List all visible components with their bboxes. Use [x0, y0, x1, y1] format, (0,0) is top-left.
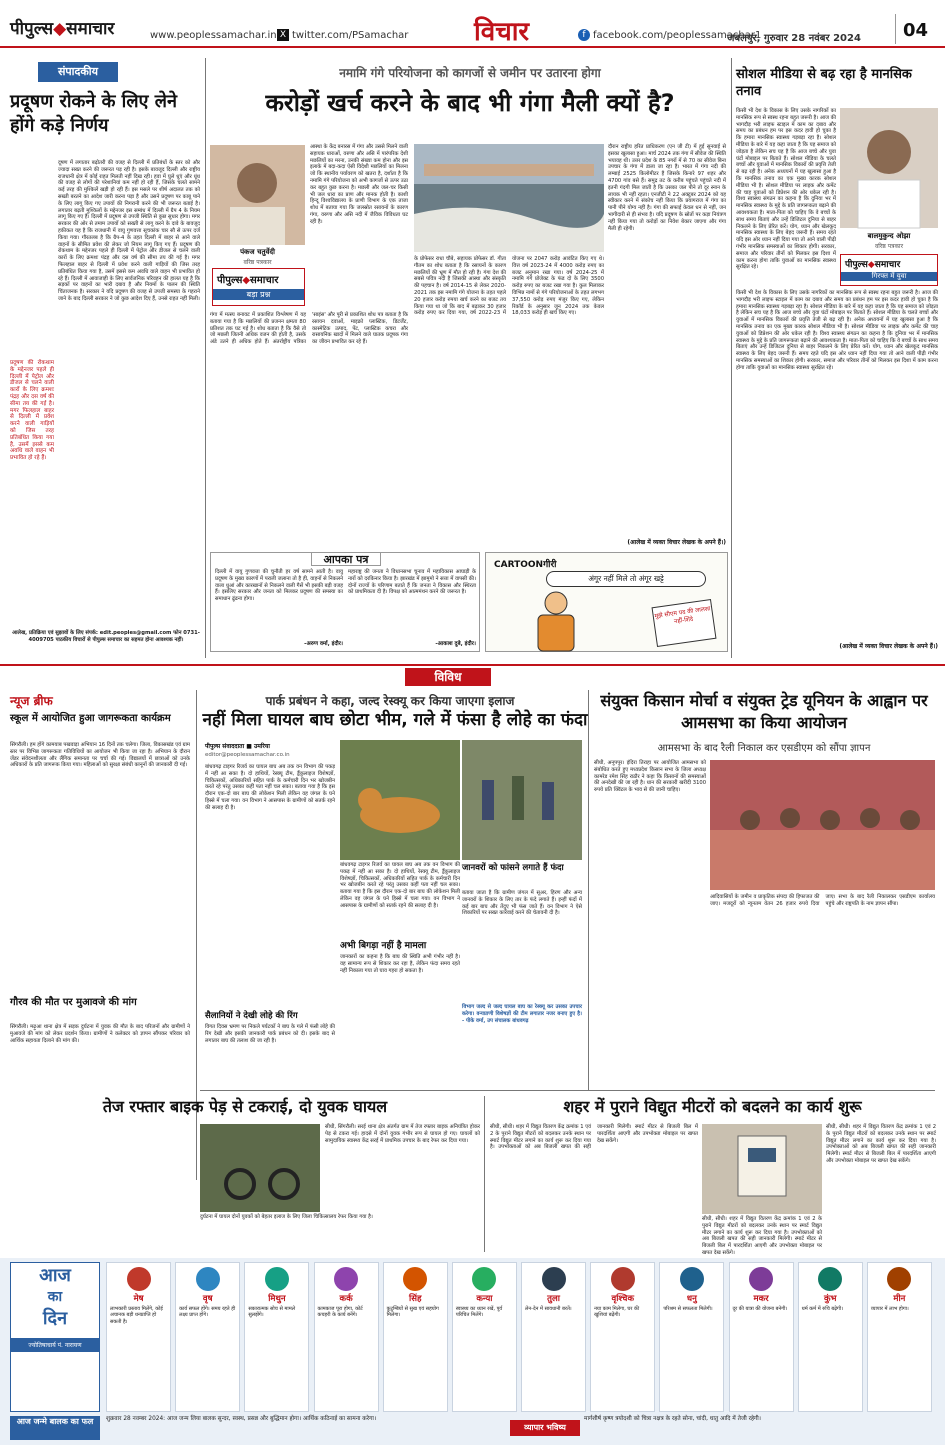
- zodiac-name: कुंभ: [823, 1294, 837, 1304]
- news-brief-label: न्यूज ब्रीफ: [10, 694, 53, 708]
- tiger-sub1-body: विगत दिवस भ्रमण पर निकले पर्यटकों ने बाघ के गले में फंसी लोहे की रिंग देखी और इसकी जानकारी पार्क प्रबंधन को दी। इसके बाद से लगातार बाघ की तलाश की जा रही है।: [205, 1024, 335, 1044]
- zodiac-icon: [127, 1267, 151, 1291]
- meter-headline: शहर में पुराने विद्युत मीटरों को बदलने का कार्य शुरू: [563, 1097, 862, 1116]
- brief2-body: सिंगरौली। मढ़ुआ थाना क्षेत्र में सड़क दुर्घटना में युवक की मौत के बाद परिजनों और ग्रामीणों ने मुआवजे की मांग को लेकर प्रदर्शन किया। ग्रामीणों ने कलेक्टर को ज्ञापन सौंपकर परिवार को आर्थिक सहायता दिलाने की मांग की।: [10, 1024, 190, 1044]
- business-text: मार्गशीर्ष कृष्ण त्रयोदशी को चित्रा नक्षत्र के रहते सोना, चांदी, धातु आदि में तेजी रहेगी।: [584, 1416, 761, 1422]
- zodiac-icon: [403, 1267, 427, 1291]
- zodiac-text: व्यापार में लाभ होगा।: [870, 1306, 909, 1312]
- author-name: पंकज चतुर्वेदी: [240, 248, 275, 256]
- letters-title: आपका पत्र: [311, 552, 381, 566]
- zodiac-icon: [542, 1267, 566, 1291]
- page-number: 04: [903, 20, 929, 41]
- website-link[interactable]: www.peoplessamachar.in: [150, 30, 277, 41]
- ganga-kicker: नमामि गंगे परियोजना को कागजों से जमीन पर उतारना होगा: [339, 66, 601, 80]
- social-brand-box: [840, 254, 938, 286]
- social-author-name: बालमुकुन्द ओझा: [867, 232, 911, 240]
- zodiac-name: वृश्चिक: [611, 1294, 634, 1304]
- tiger-photo-2: [462, 740, 582, 860]
- kisan-subheadline: आमसभा के बाद रैली निकाल कर एसडीएम को सौंपा ज्ञापन: [657, 743, 871, 754]
- cartoon-sign: मुझे सीएम पद की लालसा नहीं-शिंदे: [652, 599, 717, 647]
- zodiac-name: मीन: [893, 1294, 906, 1304]
- column-divider: [731, 58, 732, 658]
- ganga-col1: आस्था के केंद्र बनारस में गंगा और उससे मिलने वाली सहायक धाराओं, वरुणा और असि में पारंपरिक देशी मछलियों का मरना, उनकी संख्या कम होना और इस इलाके में बदा-कदा ऐसी विदेशी मछलियों का मिलना जो कि स्थानीय पर्यावरण को खतरा है, दर्शाता है कि नमामि गंगे परियोजना को अभी कागजों से ऊपर उठा कर बहुत कुछ करना है। मछली और जल-चर किसी भी जल धारा का प्राण और मानक होती है। काशी हिन्दू विश्वविद्यालय के प्राणी विभाग के एक ताजा शोध में बताया गया कि जलस्रोत रसायनों के कारण गंगा, वरुणा और असि नदी में जैविक विविधता घट रही है।: [310, 144, 408, 225]
- zodiac-text: नया काम मिलेगा, घर की खुशियां बढ़ेंगी।: [594, 1306, 640, 1319]
- tiger-headline: नहीं मिला घायल बाघ छोटा भीम, गले में फंसा है लोहे का फंदा: [202, 710, 588, 730]
- zodiac-name: मेष: [133, 1294, 144, 1304]
- brief2-title: गौरव की मौत पर मुआवजे की मांग: [10, 997, 137, 1008]
- editorial-body: दूषण में लगातार बढ़ोतरी की वजह से दिल्ली में प्रतिबंधों के स्तर को और ज्यादा सख्त करने की जरूरत पड़ रही है। इसके बावजूद दिल्ली और राष्ट्रीय राजधानी क्षेत्र में कोई राहत मिलती नहीं दिख रही। हवा में घुले धुएं और धूंध की वजह से लोगों की परेशानियां कम नहीं हो रही हैं, जिसके चलते सामने कई तरह की मुश्किलें खड़ी हो रही हैं। इस मसले पर शीर्ष अदालत तक को सख्ती बरतने का आदेश जारी करना पड़ा है और उसने प्रदूषण पर काबू पाने के लिए लागू किए गए उपायों की निगरानी करने की भी जरूरत बताई है। लगातार बढ़ती मुश्किलों के मद्देनजर इस सम्बंध में दिल्ली में ग्रैप 4 के नियम लागू किए गए हैं। दिल्ली में प्रदूषण से उपजी स्थिति से कुछ सुधार होगा। मगर सरकार की ओर से तमाम उपायों को सख्ती से लागू करने के दावे के बावजूद हकीकत यह है कि राजधानी में वायु गुणवत्ता सूचकांक चार सौ से ऊपर दर्ज किया गया। गौरतलब है कि ग्रैप-4 के तहत दिल्ली में बाहर से आने वाले वाहनों के सीमित प्रवेश की लेकर जो नियम लागू किए गए हैं। प्रदूषण की रोकथाम के मद्देनजर पहले ही दिल्ली में पेट्रोल और डीजल से चलने वाली कारों के लिए क्रमशः पंद्रह और दस वर्ष की सीमा तय की गई है। मगर फिलहाल बाहर से दिल्ली में प्रवेश करने वाली गाड़ियों की जिस तरह प्रतिबंधित किया गया है, उसमें इससे कम अवधि वाले वाहन भी प्रभावित हो रहे हैं। दिल्ली में आवाजाही के लिए सार्वजनिक परिवहन की हालत यह है कि सड़कों पर वाहनों का भारी दबाव है और नियमों के पालन की स्थिति चिंताजनक है। सरकार ने यदि प्रदूषण की वजह से उपजी समस्या के गहराने जाने के बाद दिल्ली सरकार ने जो कुछ आदेश दिए हैं, उनसे राहत नहीं मिली।: [58, 160, 200, 302]
- zodiac-name: मिथुन: [268, 1294, 286, 1304]
- today-label-2: का: [47, 1289, 63, 1305]
- zodiac-sign-7: [521, 1262, 586, 1412]
- tiger-body-2: बांधवगढ़ टाइगर रिजर्व का घायल बाघ अब तक वन विभाग की पकड़ में नहीं आ सका है। दो हाथियों, रेस्क्यू टीम, ड्रैंकुलाइज विशेषज्ञों, चिकित्सकों, अधिकारियों सहित पार्क के कर्मचारी दिन भर खोजबीन करते रहे परंतु उसका कहीं पता नहीं चल सका। बताया गया है कि इस दौरान एक-दो बार बाघ की लोकेशन मिली लेकिन वह जंगल के घने हिस्से में चला गया। वन विभाग ने आसपास के ग्रामीणों को सतर्क रहने की सलाह दी है।: [340, 862, 460, 909]
- letters-box: [210, 552, 480, 652]
- brief1-body: सिंगरौली। हम होंगे कामयाब पखवाड़ा अभियान 16 दिनों तक चलेगा। जिला, विकासखंड एवं ग्राम स्तर पर विभिन्न जागरूकता गतिविधियों का आयोजन भी किया जा रहा है। अभियान के दौरान जेंडर संवेदनशीलता और लैंगिक समानता पर चर्चा की गई। विद्यालयों में छात्राओं को उनके अधिकारों के प्रति जागरूक किया गया। महिलाओं को सुरक्षा संबंधी कानूनों की जानकारी दी गई।: [10, 742, 190, 769]
- ganga-headline: करोड़ों खर्च करने के बाद भी गंगा मैली क्यों है?: [265, 89, 675, 117]
- zodiac-name: मकर: [753, 1294, 769, 1304]
- zodiac-name: वृष: [202, 1294, 213, 1304]
- zodiac-text: कार्य सफल होंगे। समय रहते ही लक्ष्य प्राप्त होंगे।: [179, 1306, 236, 1319]
- social-byline: (आलेख में व्यक्त विचार लेखक के अपने हैं।): [839, 643, 938, 650]
- dateline: जबलपुर, गुरुवार 28 नवंबर 2024: [727, 33, 861, 44]
- section-title: विचार: [474, 17, 530, 47]
- kisan-body-1: सीधी, अनूपपुर। इंदिरा तिराहा पर आयोजित आमसभा को संबोधित करते हुए मध्यप्रदेश किसान सभा के जिला अध्यक्ष कामरेड रमेश सिंह राठौर ने कहा कि किसानों की समस्याओं की अनदेखी की जा रही है। धान की सरकारी खरीदी 3100 रुपये प्रति क्विंटल के भाव से की जानी चाहिए।: [594, 760, 706, 794]
- zodiac-sign-8: [590, 1262, 655, 1412]
- tiger-photo-1: [340, 740, 460, 860]
- zodiac-text: स्वास्थ्य का ध्यान रखें, पूर्व परिचित मिलेंगे।: [455, 1306, 503, 1319]
- bike-headline: तेज रफ्तार बाइक पेड़ से टकराई, दो युवक घायल: [102, 1097, 388, 1116]
- zodiac-text: लाभकारी प्रस्ताव मिलेंगे, कोई अचानक बड़ी धनप्राप्ति हो सकती है।: [110, 1306, 163, 1325]
- social-author-role: वरिष्ठ पत्रकार: [874, 243, 904, 250]
- today-label-1: आज: [39, 1265, 71, 1286]
- ganga-col3: के प्रोफेसर राधा चौबे, सहायक प्रोफेसर डॉ. गीता गौतम का शोध बताता है कि रसायनों के कारण मछलियों की भ्रूण में मौत हो रही है। गंगा देश की सबसे पवित्र नदी है जिसकी आस्था और संस्कृति की पहचान है। वर्ष 2014-15 से लेकर 2020-2021 तक इस नमामि गंगे योजना के तहत पहले 20 हजार करोड़ रुपया खर्च करने का बजट तय किया गया था जो कि बाद में बढ़ाकर 30 हजार करोड़ रुपए कर दिया गया, वर्ष 2022-23 में योजना पर 2047 करोड़ आवंटित किए गए थे। वित्त वर्ष 2023-24 में 4000 करोड़ रुपए का बजट अनुमान रखा गया। वर्ष 2024-25 में नमामि गंगे प्रोजेक्ट के फंड दो के लिए 3500 करोड़ रुपए का बजट रखा गया है। कुल मिलाकर विभिन्न नामों से गंगे परियोजनाओं के तहत लगभग 37,550 करोड़ रुपए मंजूर किए गए, लेकिन रिकॉर्ड के अनुसार जून 2024 तक केवल 18,033 करोड़ ही खर्च किए गए।: [414, 256, 604, 317]
- letter-2-sign: -आकाश दुबे, इंदौर।: [435, 641, 476, 647]
- zodiac-name: कन्या: [476, 1294, 493, 1304]
- story-divider: [200, 1090, 935, 1091]
- zodiac-grid: [106, 1262, 936, 1412]
- cartoon-figure: [506, 589, 626, 651]
- zodiac-sign-9: [659, 1262, 724, 1412]
- zodiac-icon: [196, 1267, 220, 1291]
- social-body: किसी भी देश के विकास के लिए उसके नागरिकों का मानसिक रूप से स्वस्थ रहना बहुत जरूरी है। आज की भागदौड़ भरी लाइफ स्टाइल में काम का दबाव और समय का प्रबंधन हम पर इस कदर हावी हो चुका है कि हमारा मानसिक स्वास्थ्य गड़बड़ा रहा है। सोशल मीडिया के बारे में यह कहा जाता है कि यह समाज को जोड़ता है लेकिन सच यह है कि आज बच्चे और युवा घंटों मोबाइल पर बिताते हैं। सोशल मीडिया के चलते बच्चों और युवाओं में मानसिक विकारों की प्रवृत्ति तेजी से बढ़ रही है। अनेक अध्ययनों में यह खुलासा हुआ है कि मानसिक तनाव का एक मुख्य कारक सोशल मीडिया भी है। सोशल मीडिया पर लाइक और कमेंट की चाह युवाओं को डिप्रेशन की ओर धकेल रही है। विश्व स्वास्थ्य संगठन का कहना है कि दुनिया भर में मानसिक स्वास्थ्य के मुद्दे के प्रति जागरूकता बढ़ाने की आवश्यकता है। माता-पिता को चाहिए कि वे बच्चों के साथ समय बिताएं और उन्हें डिजिटल दुनिया से बाहर निकलने के लिए प्रेरित करें। योग, ध्यान और खेलकूद मानसिक स्वास्थ्य के लिए बेहद जरूरी हैं। समय रहते यदि इस ओर ध्यान नहीं दिया गया तो आने वाली पीढ़ी गंभीर मानसिक समस्याओं का शिकार होगी। सरकार, समाज और परिवार तीनों को मिलकर इस दिशा में काम करना होगा ताकि युवाओं का मानसिक स्वास्थ्य सुरक्षित रहे।: [736, 290, 938, 371]
- meter-photo: [702, 1124, 822, 1214]
- zodiac-text: कुटुम्बियों से सुख एवं सहयोग मिलेगा।: [386, 1306, 439, 1319]
- zodiac-sign-1: [106, 1262, 171, 1412]
- zodiac-name: तुला: [547, 1294, 560, 1304]
- vividh-tag: विविध: [405, 668, 491, 686]
- tiger-sub2-body: जानकारों का कहना है कि बाघ की स्थिति अभी गंभीर नहीं है। वह सामान्य रूप से शिकार कर रहा है, लेकिन फंदा समय रहते नहीं निकाला गया तो घाव गहरा हो सकता है।: [340, 954, 460, 974]
- letter-2: महाराष्ट्र की जनता ने विधानसभा चुनाव में महाविकास आघाड़ी के नारों को दरकिनार किया है। झारखंड में झामुमो ने सत्ता में वापसी की। दोनों राज्यों के परिणाम बताते हैं कि जनता ने विकास और स्थिरता को प्राथमिकता दी है। विपक्ष को आत्ममंथन करने की जरूरत है।: [348, 569, 476, 596]
- tiger-sub2: अभी बिगड़ा नहीं है मामला: [340, 941, 427, 951]
- section-rule: [0, 664, 945, 666]
- zodiac-sign-2: [175, 1262, 240, 1412]
- masthead-logo[interactable]: पीपुल्स◆समाचार: [10, 19, 115, 39]
- bike-side: दुर्घटना में घायल दोनों युवकों को बेहतर इलाज के लिए जिला चिकित्सालय रेफर किया गया है।: [200, 1214, 373, 1220]
- zodiac-icon: [265, 1267, 289, 1291]
- tiger-side-title: जानवरों को फांसने लगाते हैं फंदा: [462, 863, 564, 873]
- zodiac-text: परिश्रम से सफलता मिलेगी।: [663, 1306, 713, 1312]
- tiger-kicker: पार्क प्रबंधन ने कहा, जल्द रेस्क्यू कर किया जाएगा इलाज: [265, 694, 515, 708]
- facebook-link[interactable]: facebook.com/peoplessamachar1: [593, 30, 762, 41]
- astrologer-name: ज्योतिषाचार्य पं. नारायण: [11, 1338, 99, 1352]
- brand-name: पीपुल्स◆समाचार: [217, 275, 279, 286]
- page-header: [0, 0, 945, 48]
- social-brand-subtitle: गिरफ्त में युवा: [841, 272, 937, 281]
- zodiac-name: धनु: [686, 1294, 697, 1304]
- cartoon-title: CARTOONगीरी: [494, 560, 557, 570]
- birthday-label: आज जन्मे बालक का फल: [10, 1416, 100, 1440]
- meter-body: सीधी, सीधी। शहर में विद्युत वितरण केंद्र क्रमांक 1 एवं 2 के पुराने विद्युत मीटरों को बदलकर उनके स्थान पर स्मार्ट विद्युत मीटर लगाने का कार्य शुरू कर दिया गया है। उपभोक्ताओं को अब बिजली खपत की सही जानकारी मिलेगी। स्मार्ट मीटर से बिजली बिल में पारदर्शिता आएगी और उपभोक्ता मोबाइल पर खपत देख सकेंगे।: [490, 1124, 698, 1151]
- tiger-sub1: सैलानियों ने देखी लोहे की रिंग: [205, 1011, 298, 1021]
- zodiac-sign-6: [452, 1262, 517, 1412]
- cartoon-box: [485, 552, 728, 652]
- column-divider: [484, 1096, 485, 1252]
- letter-1: दिल्ली में वायु गुणवत्ता की चुनौती हर वर्ष सामने आती है। वायु प्रदूषण के मुख्य कारणों में पराली जलाना तो है ही, वाहनों से निकलने वाला धुआं और कारखानों से निकलने वाली गैसें भी इसकी बड़ी वजह हैं। इसलिए सरकार और जनता को मिलकर प्रदूषण की समस्या का समाधान ढूंढना होगा।: [215, 569, 343, 603]
- brand-box: [212, 268, 305, 306]
- zodiac-icon: [680, 1267, 704, 1291]
- editorial-pullquote: प्रदूषण की रोकथाम के मद्देनजर पहले ही दिल्ली में पेट्रोल और डीजल से चलने वाली कारों के लिए क्रमशः पंद्रह और दस वर्ष की सीमा तय की गई है। मगर फिलहाल बाहर से दिल्ली में प्रवेश करने वाली गाड़ियों को जिस तरह प्रतिबंधित किया गया है, उसमें इससे कम अवधि वाले वाहन भी प्रभावित हो रहे हैं।: [10, 360, 54, 462]
- tiger-side-body: बताया जाता है कि ग्रामीण जंगल में सूअर, हिरण और अन्य जानवरों के शिकार के लिए तार के फंदे लगाते हैं। इन्हीं फंदों में कई बार बाघ और तेंदुए भी फंस जाते हैं। वन विभाग ने ऐसे शिकारियों पर सख्त कार्रवाई करने की चेतावनी दी है।: [462, 890, 582, 917]
- kisan-photo: [710, 760, 935, 890]
- bike-body: सीधी, सिंगरौली। सरई थाना क्षेत्र अंतर्गत ग्राम में तेज रफ्तार बाइक अनियंत्रित होकर पेड़ से टकरा गई। हादसे में दोनों युवक गंभीर रूप से घायल हो गए। घायलों को सामुदायिक स्वास्थ्य केंद्र सरई में प्राथमिक उपचार के बाद रेफर कर दिया गया।: [325, 1124, 480, 1144]
- social-headline: सोशल मीडिया से बढ़ रहा है मानसिक तनाव: [736, 67, 912, 99]
- zodiac-text: कामकाज पूरा होगा, कोर्ट कचहरी के कार्य बनेंगे।: [317, 1306, 363, 1319]
- tiger-email: editor@peoplessamachar.co.in: [205, 752, 290, 758]
- twitter-link[interactable]: twitter.com/PSamachar: [292, 30, 409, 41]
- zodiac-sign-10: [729, 1262, 794, 1412]
- today-box: [10, 1262, 100, 1412]
- kisan-headline: संयुक्त किसान मोर्चा व संयुक्त ट्रेड यूनियन के आह्वान पर आमसभा का किया आयोजन: [600, 691, 928, 732]
- zodiac-sign-5: [383, 1262, 448, 1412]
- tiger-note: विभाग जल्द से जल्द घायल बाघ का रेस्क्यू कर उसका उपचार करेगा। वन्यप्राणी विशेषज्ञों की टीम लगातार नजर बनाए हुए है। - पीके वर्मा, उप संचालक बांधवगढ़: [462, 1004, 582, 1024]
- zodiac-sign-3: [244, 1262, 309, 1412]
- zodiac-icon: [749, 1267, 773, 1291]
- letter-1-sign: -अरुण वर्मा, इंदौर।: [304, 641, 343, 647]
- business-label: व्यापार भविष्य: [510, 1420, 580, 1436]
- zodiac-icon: [334, 1267, 358, 1291]
- zodiac-icon: [818, 1267, 842, 1291]
- column-divider: [205, 58, 206, 658]
- header-divider: [895, 14, 896, 44]
- zodiac-sign-12: [867, 1262, 932, 1412]
- zodiac-name: सिंह: [409, 1294, 422, 1304]
- social-brand-name: पीपुल्स◆समाचार: [845, 260, 901, 270]
- ganga-photo: [414, 144, 604, 252]
- meter-body-2: सीधी, सीधी। शहर में विद्युत वितरण केंद्र क्रमांक 1 एवं 2 के पुराने विद्युत मीटरों को बदलकर उनके स्थान पर स्मार्ट विद्युत मीटर लगाने का कार्य शुरू कर दिया गया है। उपभोक्ताओं को अब बिजली खपत की सही जानकारी मिलेगी। स्मार्ट मीटर से बिजली बिल में पारदर्शिता आएगी और उपभोक्ता मोबाइल पर खपत देख सकेंगे।: [826, 1124, 936, 1164]
- tiger-body: बांधवगढ़ टाइगर रिजर्व का घायल बाघ अब तक वन विभाग की पकड़ में नहीं आ सका है। दो हाथियों, रेस्क्यू टीम, ड्रैंकुलाइज विशेषज्ञों, चिकित्सकों, अधिकारियों सहित पार्क के कर्मचारी दिन भर खोजबीन करते रहे परंतु उसका कहीं पता नहीं चल सका। बताया गया है कि इस दौरान एक-दो बार बाघ की लोकेशन मिली लेकिन वह जंगल के घने हिस्से में चला गया। वन विभाग ने आसपास के ग्रामीणों को सतर्क रहने की सलाह दी है।: [205, 764, 335, 811]
- column-divider: [588, 690, 589, 1090]
- zodiac-sign-4: [314, 1262, 379, 1412]
- zodiac-icon: [887, 1267, 911, 1291]
- zodiac-text: धर्म कर्म में रुचि बढ़ेगी।: [801, 1306, 844, 1312]
- meter-caption: सीधी, सीधी। शहर में विद्युत वितरण केंद्र क्रमांक 1 एवं 2 के पुराने विद्युत मीटरों को बदलकर उनके स्थान पर स्मार्ट विद्युत मीटर लगाने का कार्य शुरू कर दिया गया है। उपभोक्ताओं को अब बिजली खपत की सही जानकारी मिलेगी। स्मार्ट मीटर से बिजली बिल में पारदर्शिता आएगी और उपभोक्ता मोबाइल पर खपत देख सकेंगे।: [702, 1216, 822, 1256]
- author-role: वरिष्ठ पत्रकार: [243, 259, 272, 266]
- zodiac-sign-11: [798, 1262, 863, 1412]
- ganga-col2: गंगा में मत्स्य बनावट में प्रकाशित विश्लेषण में यह बताया गया है कि मछलियों की प्रजनन क्षमता 80 प्रतिशत तक घट गई है। शोध बताता है कि वैसे तो जो मछली जितनी अधिक वजन की होती है, उसके अंडे उतने ही अधिक होते हैं। अंतर्राष्ट्रीय पत्रिका 'साइंस' और पूरी से प्रकाशित शोध पत्र बताता है कि रसायन दवाओं, माइक्रो प्लास्टिक, डिटर्जेंट, कास्मेटिक उत्पाद, पेंट, प्लास्टिक कचरा और रासायनिक खादों में मिलने वाले घातक प्रदूषक गंगा का जीवन प्रभावित कर रहे हैं।: [210, 312, 408, 346]
- zodiac-text: सकारात्मक सोच से मामले सुलझेंगे।: [248, 1306, 296, 1319]
- brief1-title: स्कूल में आयोजित हुआ जागरूकता कार्यक्रम: [10, 713, 171, 724]
- cartoon-bubble: अंगूर नहीं मिले तो अंगूर खट्टे: [546, 571, 706, 587]
- author-photo: [210, 145, 305, 245]
- zodiac-icon: [472, 1267, 496, 1291]
- ganga-col4: दौरान राष्ट्रीय हरित प्राधिकरण (एन जी टी) में हुई सुनवाई से इसका खुलासा हुआ। मार्च 2024 तक गंगा में सीवेज की स्थिति भयावह थी। उत्तर प्रदेश के 85 नगरों में से 70 का सीवेज बिना उपचार के गंगा में डाला जा रहा है। भारत में गंगा नदी की लम्बाई 2525 किलोमीटर है जिसके किनारे 97 शहर और 4700 गांव बसे हैं। समुद्र तट के करीब पहुंचते पहुंचते नदी में इतनी गंदगी मिल जाती है कि उसका जल पीने तो दूर स्नान के लायक भी नहीं रहता। एनजीटी ने 22 अक्टूबर 2024 को यह स्वीकार करने में संकोच नहीं किया कि प्रयागराज में गंगा का पानी पीने योग्य नहीं है। गंगा की सफाई केवल धन से नहीं, जन भागीदारी से ही संभव है। यदि प्रदूषण के स्रोतों पर कड़ा नियंत्रण नहीं किया गया तो करोड़ों का निवेश बेकार जाएगा और गंगा मैली ही रहेगी।: [608, 144, 726, 232]
- twitter-icon: X: [277, 29, 289, 41]
- tiger-byline: पीपुल्स संवाददाता ■ उमरिया: [205, 743, 270, 750]
- ganga-byline: (आलेख में व्यक्त विचार लेखक के अपने हैं।): [627, 539, 726, 546]
- editorial-headline: प्रदूषण रोकने के लिए लेने होंगे कड़े निर्णय: [10, 91, 177, 136]
- kisan-body-2: आदिवासियों के जमीन व प्राकृतिक संपदा की हिफाजत की जाए। मजदूरों को न्यूनतम वेतन 26 हजार रुपये दिया जाए। सभा के बाद रैली निकालकर एसडीएम कार्यालय पहुंचे और राष्ट्रपति के नाम ज्ञापन सौंपा।: [710, 894, 935, 907]
- facebook-icon: f: [578, 29, 590, 41]
- social-author-photo: [840, 108, 938, 228]
- bike-photo: [200, 1124, 320, 1212]
- zodiac-text: दूर की यात्रा की योजना बनेगी।: [732, 1306, 788, 1312]
- zodiac-text: लेन-देन में सावधानी बरतें।: [525, 1306, 572, 1312]
- today-label-3: दिन: [42, 1308, 68, 1329]
- zodiac-icon: [611, 1267, 635, 1291]
- zodiac-name: कर्क: [339, 1294, 353, 1304]
- editorial-footer: आलेख, प्रतिक्रिया एवं सुझावों के लिए संपर्क: edit.peoples@gmail.com फोन 0731-4009705 पाठकीय विचारों से पीपुल्स समाचार का सहमत होना आवश्यक नहीं।: [12, 630, 200, 643]
- social-body-top: किसी भी देश के विकास के लिए उसके नागरिकों का मानसिक रूप से स्वस्थ रहना बहुत जरूरी है। आज की भागदौड़ भरी लाइफ स्टाइल में काम का दबाव और समय का प्रबंधन हम पर इस कदर हावी हो चुका है कि हमारा मानसिक स्वास्थ्य गड़बड़ा रहा है। सोशल मीडिया के बारे में यह कहा जाता है कि यह समाज को जोड़ता है लेकिन सच यह है कि आज बच्चे और युवा घंटों मोबाइल पर बिताते हैं। सोशल मीडिया के चलते बच्चों और युवाओं में मानसिक विकारों की प्रवृत्ति तेजी से बढ़ रही है। अनेक अध्ययनों में यह खुलासा हुआ है कि मानसिक तनाव का एक मुख्य कारक सोशल मीडिया भी है। सोशल मीडिया पर लाइक और कमेंट की चाह युवाओं को डिप्रेशन की ओर धकेल रही है। विश्व स्वास्थ्य संगठन का कहना है कि दुनिया भर में मानसिक स्वास्थ्य के मुद्दे के प्रति जागरूकता बढ़ाने की आवश्यकता है। माता-पिता को चाहिए कि वे बच्चों के साथ समय बिताएं और उन्हें डिजिटल दुनिया से बाहर निकलने के लिए प्रेरित करें। योग, ध्यान और खेलकूद मानसिक स्वास्थ्य के लिए बेहद जरूरी हैं। समय रहते यदि इस ओर ध्यान नहीं दिया गया तो आने वाली पीढ़ी गंभीर मानसिक समस्याओं का शिकार होगी। सरकार, समाज और परिवार तीनों को मिलकर इस दिशा में काम करना होगा ताकि युवाओं का मानसिक स्वास्थ्य सुरक्षित रहे।: [736, 108, 836, 271]
- brand-subtitle: बड़ा प्रश्न: [213, 289, 304, 300]
- editorial-tag: संपादकीय: [38, 62, 118, 82]
- panchang-text: शुक्रवार 28 नवम्बर 2024: आज जन्म लिया बालक सुन्दर, स्वस्थ, प्रसन्न और बुद्धिमान होगा। आर्थिक कठिनाई का सामना करेगा।: [106, 1416, 377, 1422]
